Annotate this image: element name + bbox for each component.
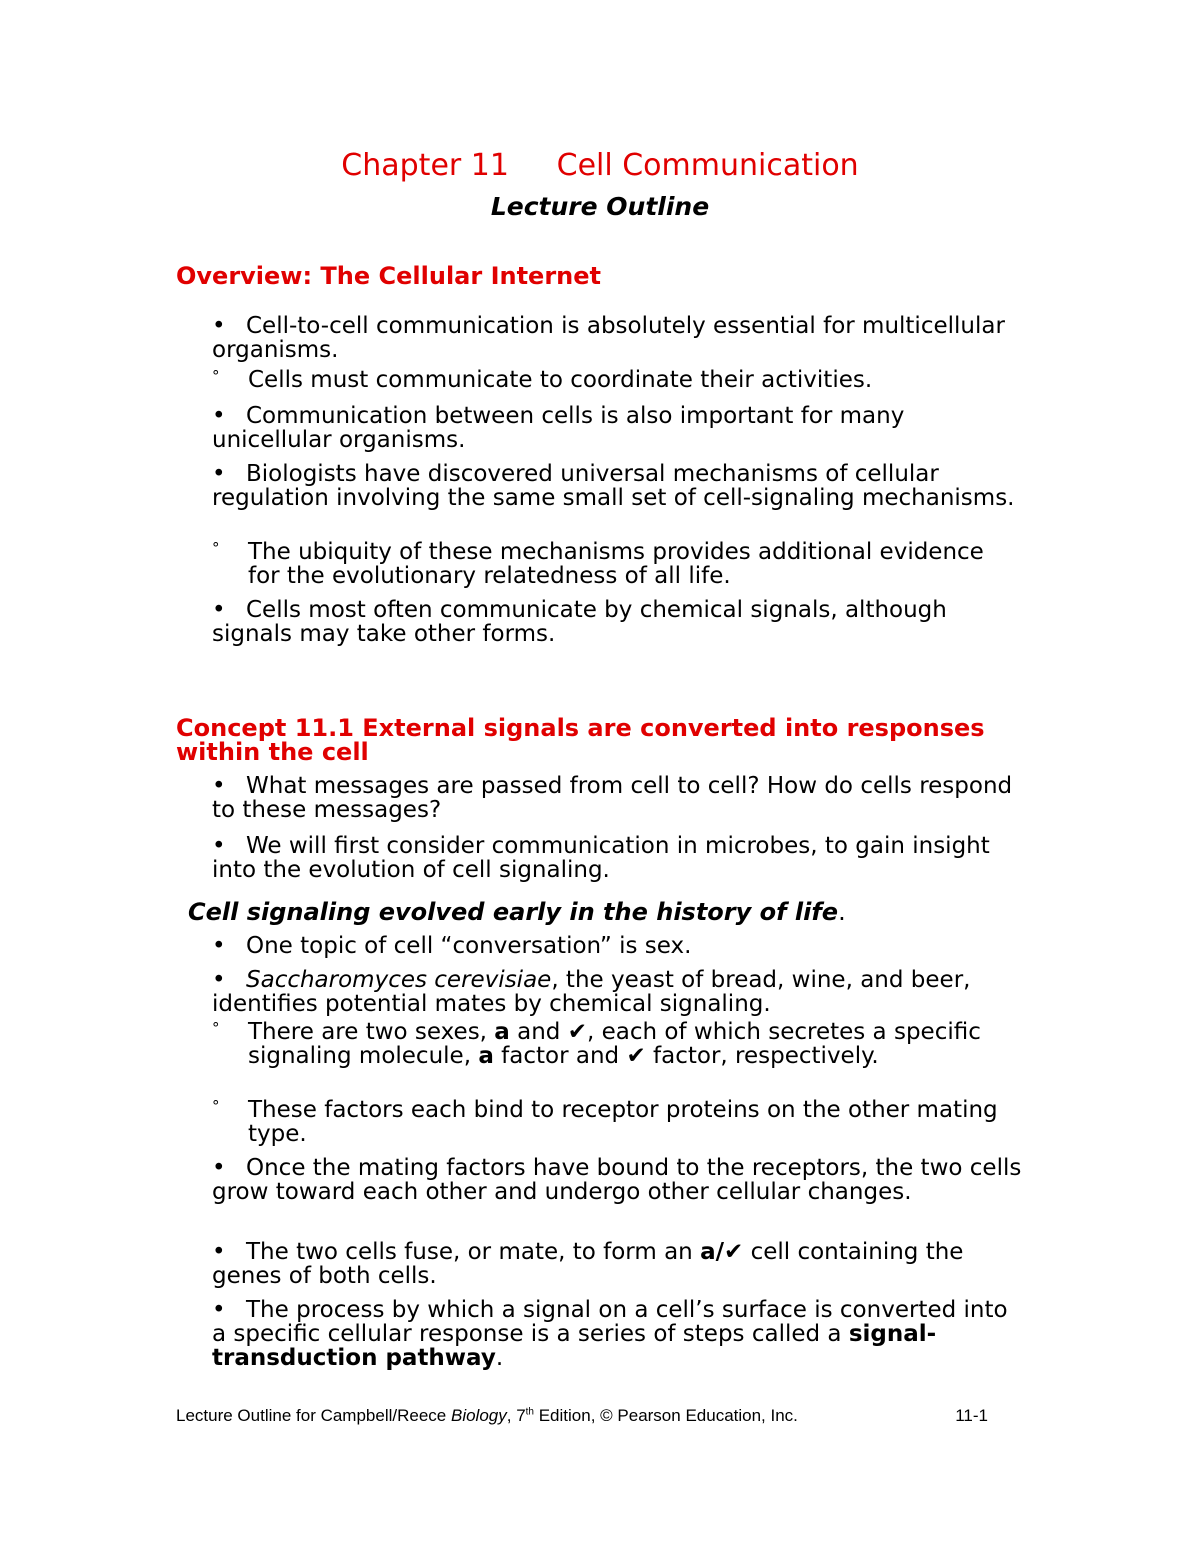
sub-marker: ° [212,1019,220,1037]
signaling-bullet-5: • The process by which a signal on a cell’s surface is converted into a specific cellular response is a series of steps called a signal-transduction pathway. [212,1297,1008,1371]
lecture-subtitle: Lecture Outline [490,192,710,221]
check-symbol: ✔ [723,1239,744,1265]
alpha-symbol: a [478,1043,494,1069]
bullet-marker: • [212,461,226,487]
alpha-symbol: a/ [700,1239,724,1265]
overview-sub-2 [212,540,1022,588]
signaling-bullet-2 [212,968,1022,1016]
signaling-sub-1 [212,1020,1022,1068]
subhead-text: Cell signaling evolved early in the history of life [188,898,839,926]
bullet-text: Cell-to-cell communication is absolutely essential for multicellular organisms. [212,313,1005,363]
overview-heading: Overview: The Cellular Internet [176,262,602,290]
bullet-marker: • [212,313,226,339]
sub-marker: ° [212,539,220,557]
bullet-marker: • [212,833,226,859]
page-footer: Lecture Outline for Campbell/Reece Biology, 7th Edition, © Pearson Education, Inc. 11-1 [176,1406,988,1425]
signaling-bullet-1 [212,934,1022,958]
sub-marker: ° [212,367,220,385]
overview-bullet-1 [212,314,1022,362]
concept-bullet-1 [212,774,1022,822]
concept-heading: Concept 11.1 External signals are converted into responses within the cell [176,714,985,766]
overview-bullet-2 [212,404,1022,452]
bullet-marker: • [212,933,226,959]
bullet-marker: • [212,1155,226,1181]
bullet-text: Cells most often communicate by chemical signals, although signals may take other forms. [212,597,947,647]
check-symbol: ✔ [567,1019,588,1045]
bullet-marker: • [212,1239,226,1265]
bullet-marker: • [212,403,226,429]
bullet-text: Communication between cells is also important for many unicellular organisms. [212,403,905,453]
overview-sub-1 [212,368,1022,392]
signaling-bullet-3 [212,1156,1022,1204]
bullet-text: Once the mating factors have bound to the receptors, the two cells grow toward each other and undergo other cellular changes. [212,1155,1022,1205]
subhead-period: . [838,898,846,926]
bullet-text: We will first consider communication in microbes, to gain insight into the evolution of cell signaling. [212,833,990,883]
bullet-text: One topic of cell “conversation” is sex. [246,933,692,959]
page-number: 11-1 [955,1406,988,1425]
bullet-marker: • [212,1297,226,1323]
chapter-title: Chapter 11 Cell Communication [341,148,859,183]
alpha-symbol: a [494,1019,510,1045]
signaling-subhead [188,898,846,926]
concept-bullet-2 [212,834,1022,882]
bullet-text: What messages are passed from cell to cell? How do cells respond to these messages? [212,773,1013,823]
bullet-marker: • [212,967,226,993]
sub-marker: ° [212,1097,220,1115]
sub-text: These factors each bind to receptor proteins on the other mating type. [248,1097,998,1147]
bullet-text: Biologists have discovered universal mechanisms of cellular regulation involving the same small set of cell-signaling mechanisms. [212,461,1015,511]
signaling-bullet-4: • The two cells fuse, or mate, to form an a/✔ cell containing the genes of both cells. [212,1239,964,1289]
species-name: Saccharomyces cerevisiae [246,967,552,993]
book-title: Biology [450,1406,507,1425]
sub-text: The ubiquity of these mechanisms provides additional evidence for the evolutionary relatedness of all life. [248,539,984,589]
key-term: signal-transduction pathway [212,1321,937,1371]
bullet-marker: • [212,773,226,799]
signaling-sub-2 [212,1098,1022,1146]
sub-text: Cells must communicate to coordinate their activities. [248,367,873,393]
sub-text: There are two sexes, a and ✔, each of which secretes a specific signaling molecule, a factor and ✔ factor, respectively. [248,1019,981,1069]
overview-bullet-3 [212,462,1022,510]
bullet-marker: • [212,597,226,623]
overview-bullet-4 [212,598,1022,646]
bullet-text: , the yeast of bread, wine, and beer, identifies potential mates by chemical signaling. [212,967,971,1017]
check-symbol: ✔ [626,1043,646,1069]
